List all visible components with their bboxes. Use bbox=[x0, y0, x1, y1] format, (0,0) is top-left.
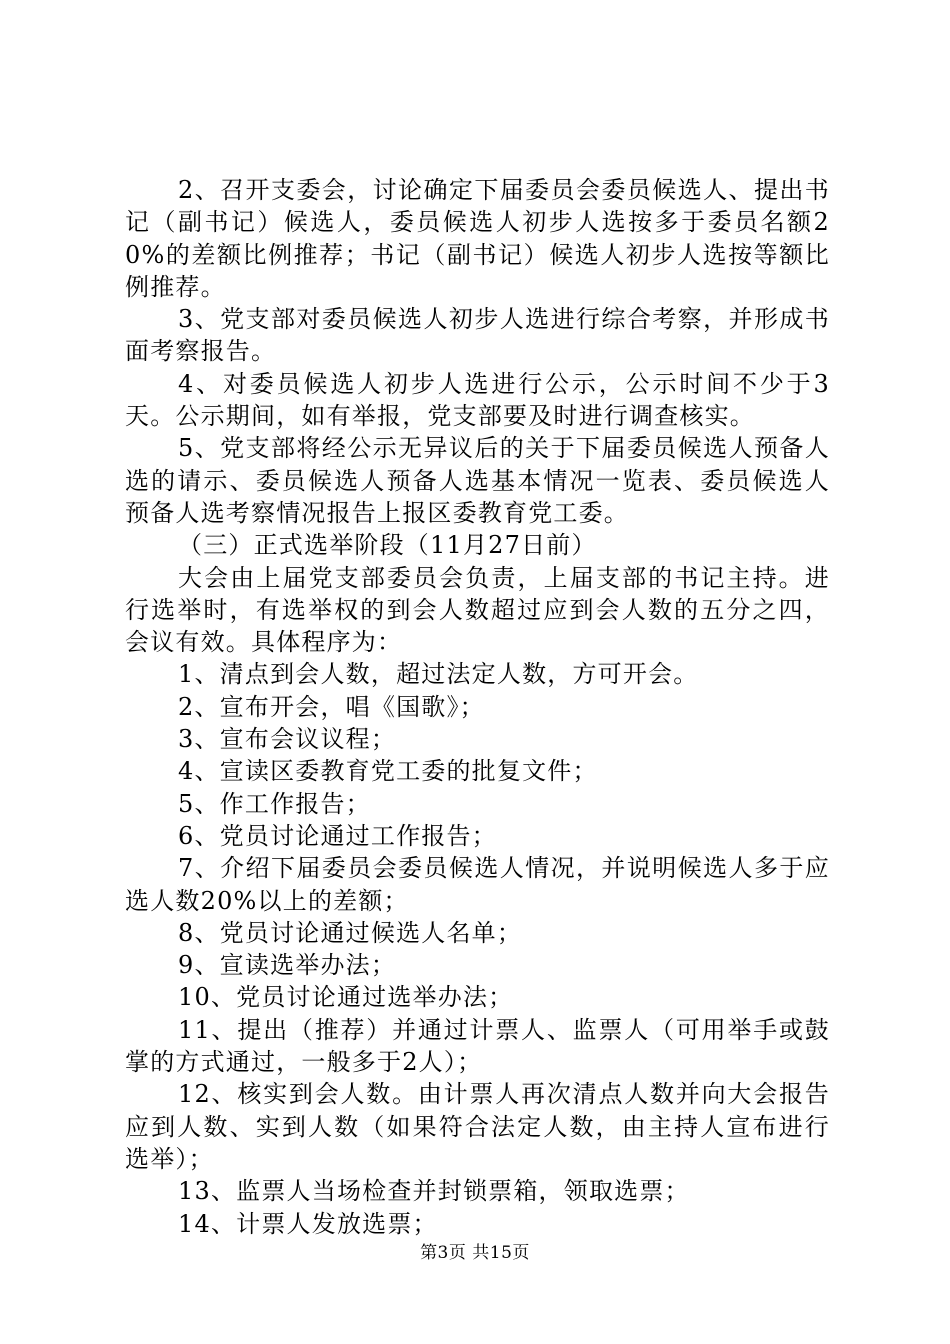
paragraph: 大会由上届党支部委员会负责，上届支部的书记主持。进行选举时，有选举权的到会人数超过应到会人数的五分之四，会议有效。具体程序为： bbox=[125, 563, 830, 657]
list-item: 6、党员讨论通过工作报告； bbox=[178, 821, 497, 850]
list-item: 13、监票人当场检查并封锁票箱，领取选票； bbox=[178, 1177, 690, 1206]
section-heading: （三）正式选举阶段（11月27日前） bbox=[178, 531, 597, 560]
paragraph: 5、党支部将经公示无异议后的关于下届委员候选人预备人选的请示、委员候选人预备人选基本情况一览表、委员候选人预备人选考察情况报告上报区委教育党工委。 bbox=[125, 434, 830, 527]
list-item: 4、宣读区委教育党工委的批复文件； bbox=[178, 757, 598, 786]
list-item: 1、清点到会人数，超过法定人数，方可开会。 bbox=[178, 660, 699, 689]
list-item: 2、宣布开会，唱《国歌》； bbox=[178, 692, 485, 721]
paragraph: 3、党支部对委员候选人初步人选进行综合考察，并形成书面考察报告。 bbox=[125, 305, 830, 366]
paragraph: 4、对委员候选人初步人选进行公示，公示时间不少于3天。公示期间，如有举报，党支部要及时进行调查核实。 bbox=[125, 369, 830, 431]
list-item: 8、党员讨论通过候选人名单； bbox=[178, 918, 523, 947]
list-item: 14、计票人发放选票； bbox=[178, 1209, 438, 1238]
list-item: 9、宣读选举办法； bbox=[178, 951, 397, 980]
list-item: 11、提出（推荐）并通过计票人、监票人（可用举手或鼓掌的方式通过，一般多于2人）； bbox=[125, 1015, 830, 1077]
page-number-footer: 第3页 共15页 bbox=[420, 1243, 530, 1263]
paragraph: 2、召开支委会，讨论确定下届委员会委员候选人、提出书记（副书记）候选人，委员候选人初步人选按多于委员名额20%的差额比例推荐；书记（副书记）候选人初步人选按等额比例推荐。 bbox=[125, 176, 830, 301]
list-item: 3、宣布会议议程； bbox=[178, 725, 397, 754]
list-item: 7、介绍下届委员会委员候选人情况，并说明候选人多于应选人数20%以上的差额； bbox=[125, 854, 830, 915]
list-item: 5、作工作报告； bbox=[178, 789, 371, 818]
list-item: 12、核实到会人数。由计票人再次清点人数并向大会报告应到人数、实到人数（如果符合法定人数，由主持人宣布进行选举）； bbox=[125, 1080, 830, 1173]
document-body bbox=[125, 174, 830, 1240]
list-item: 10、党员讨论通过选举办法； bbox=[178, 983, 514, 1012]
